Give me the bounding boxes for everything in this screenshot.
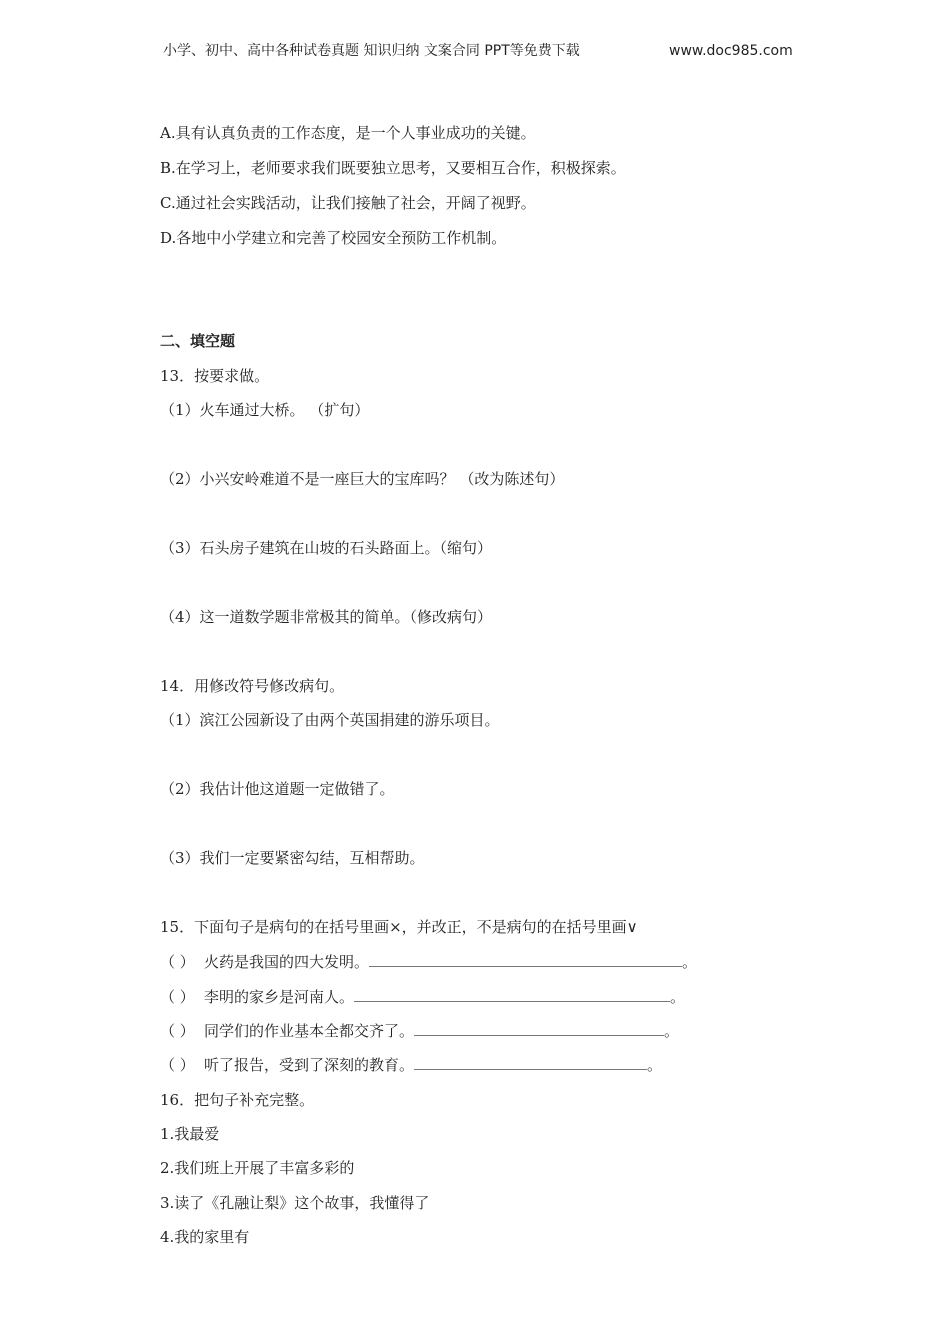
answer-bracket[interactable]: （ ） — [160, 1022, 195, 1040]
q13-title: 13．按要求做。 — [160, 367, 270, 385]
section-title: 二、填空题 — [160, 332, 236, 350]
q15-sentence: 火药是我国的四大发明。 — [204, 953, 370, 971]
period: 。 — [664, 1022, 680, 1040]
answer-blank[interactable] — [414, 1055, 647, 1070]
answer-bracket[interactable]: （ ） — [160, 988, 195, 1006]
q15-sentence: 同学们的作业基本全都交齐了。 — [204, 1022, 415, 1040]
q14-title: 14．用修改符号修改病句。 — [160, 677, 345, 695]
page-header-url[interactable]: www.doc985.com — [669, 43, 793, 59]
q14-item: （1）滨江公园新设了由两个英国捐建的游乐项目。 — [160, 711, 500, 729]
period: 。 — [682, 953, 698, 971]
q15-title: 15．下面句子是病句的在括号里画×，并改正，不是病句的在括号里画∨ — [160, 918, 638, 936]
option-a: A.具有认真负责的工作态度，是一个人事业成功的关键。 — [160, 124, 536, 142]
answer-blank[interactable] — [414, 1021, 664, 1036]
q16-item: 3.读了《孔融让梨》这个故事，我懂得了 — [160, 1194, 430, 1212]
q13-item: （2）小兴安岭难道不是一座巨大的宝库吗？ （改为陈述句） — [160, 470, 565, 488]
page-header-text: 小学、初中、高中各种试卷真题 知识归纳 文案合同 PPT等免费下载 — [163, 43, 580, 59]
answer-blank[interactable] — [354, 987, 670, 1002]
q15-row — [160, 987, 685, 1007]
q15-row — [160, 952, 697, 972]
q13-item: （4）这一道数学题非常极其的简单。（修改病句） — [160, 608, 493, 626]
answer-bracket[interactable]: （ ） — [160, 953, 195, 971]
period: 。 — [670, 988, 686, 1006]
answer-bracket[interactable]: （ ） — [160, 1056, 195, 1074]
q16-title: 16．把句子补充完整。 — [160, 1091, 315, 1109]
q13-item: （3）石头房子建筑在山坡的石头路面上。（缩句） — [160, 539, 493, 557]
q16-item: 4.我的家里有 — [160, 1228, 250, 1246]
option-c: C.通过社会实践活动，让我们接触了社会，开阔了视野。 — [160, 194, 536, 212]
q15-sentence: 李明的家乡是河南人。 — [204, 988, 355, 1006]
answer-blank[interactable] — [369, 952, 682, 967]
q14-item: （3）我们一定要紧密勾结，互相帮助。 — [160, 849, 425, 867]
q16-item: 1.我最爱 — [160, 1125, 220, 1143]
q15-row — [160, 1055, 662, 1075]
q14-item: （2）我估计他这道题一定做错了。 — [160, 780, 395, 798]
period: 。 — [647, 1056, 663, 1074]
q13-item: （1）火车通过大桥。 （扩句） — [160, 401, 370, 419]
option-b: B.在学习上，老师要求我们既要独立思考，又要相互合作，积极探索。 — [160, 159, 626, 177]
option-d: D.各地中小学建立和完善了校园安全预防工作机制。 — [160, 229, 507, 247]
q16-item: 2.我们班上开展了丰富多彩的 — [160, 1159, 355, 1177]
q15-row — [160, 1021, 679, 1041]
q15-sentence: 听了报告，受到了深刻的教育。 — [204, 1056, 415, 1074]
